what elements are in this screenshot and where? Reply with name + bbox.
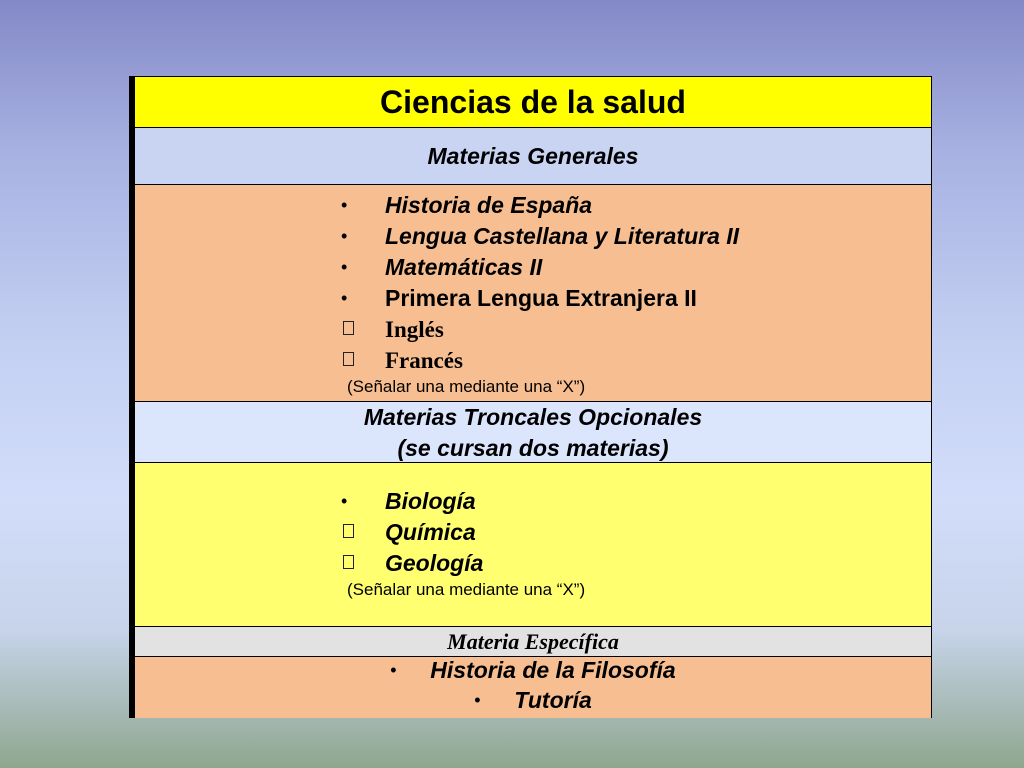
especifica-list-row <box>135 657 931 718</box>
generales-header-row <box>135 128 931 185</box>
checkbox-glyph-icon <box>339 319 385 340</box>
list-item <box>135 657 931 687</box>
subjects-table <box>129 76 932 718</box>
checkbox-glyph-icon <box>339 522 385 543</box>
list-item <box>339 190 592 221</box>
bullet-icon: • <box>474 690 481 710</box>
list-item <box>135 687 931 717</box>
list-item <box>339 221 739 252</box>
list-item <box>339 252 542 283</box>
item-label: Tutoría <box>514 687 592 713</box>
bullet-icon: • <box>341 226 348 246</box>
option-item <box>339 345 463 376</box>
item-label: Matemáticas II <box>385 254 543 280</box>
especifica-heading: Materia Específica <box>447 629 619 654</box>
bullet-icon: • <box>341 257 348 277</box>
bullet-icon: • <box>341 195 348 215</box>
title-row <box>135 77 931 128</box>
especifica-header-row <box>135 627 931 657</box>
troncales-heading: Materias Troncales Opcionales <box>363 404 703 430</box>
item-label: Historia de la Filosofía <box>430 657 676 683</box>
selection-note: (Señalar una mediante una “X”) <box>347 377 586 396</box>
checkbox-glyph-icon <box>339 553 385 574</box>
list-item <box>339 486 476 517</box>
generales-heading: Materias Generales <box>427 143 639 169</box>
table-title: Ciencias de la salud <box>380 84 686 120</box>
bullet-icon: • <box>341 491 348 511</box>
item-label: Historia de España <box>385 192 593 218</box>
checkbox-glyph-icon <box>339 350 385 371</box>
troncales-subheading: (se cursan dos materias) <box>397 435 669 461</box>
option-label: Química <box>385 519 476 545</box>
selection-note: (Señalar una mediante una “X”) <box>347 580 586 599</box>
option-item <box>339 314 444 345</box>
list-item <box>339 283 697 314</box>
bullet-icon: • <box>341 288 348 308</box>
option-label: Inglés <box>385 316 444 342</box>
troncales-header-row <box>135 402 931 463</box>
item-label: Primera Lengua Extranjera II <box>385 285 697 311</box>
option-item <box>339 548 483 579</box>
option-item <box>339 517 476 548</box>
troncales-list-row <box>135 463 931 627</box>
item-label: Lengua Castellana y Literatura II <box>385 223 740 249</box>
option-label: Francés <box>385 347 463 373</box>
item-label: Biología <box>385 488 476 514</box>
option-label: Geología <box>385 550 484 576</box>
generales-list-row <box>135 185 931 402</box>
bullet-icon: • <box>390 660 397 680</box>
